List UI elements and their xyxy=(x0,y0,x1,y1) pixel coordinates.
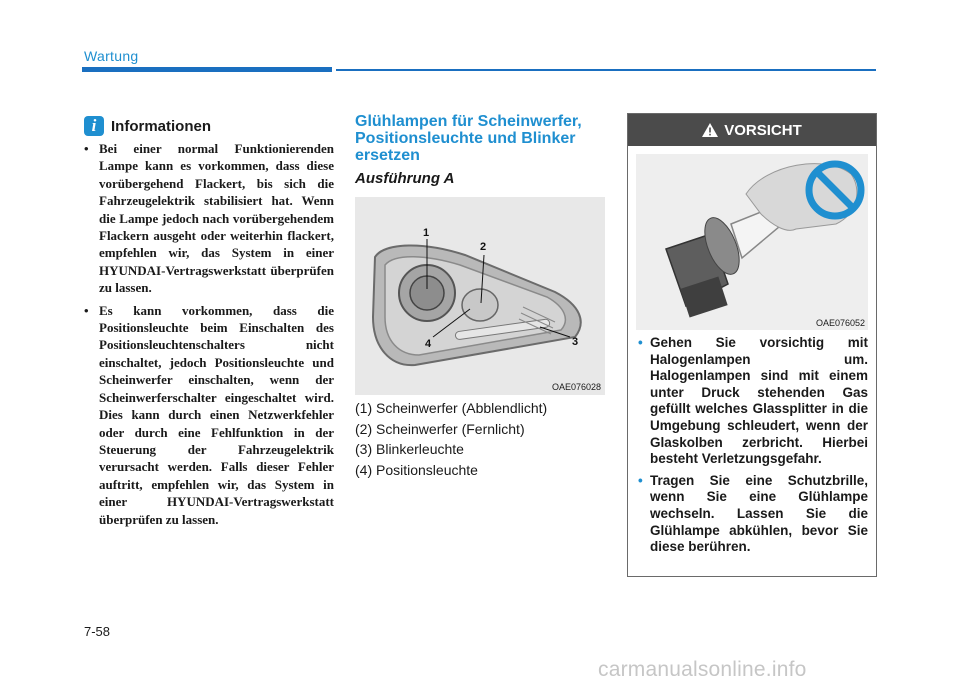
photo-code: OAE076052 xyxy=(815,318,865,328)
info-item: • Bei einer normal Funktionierenden Lampe kann es vorkommen, dass diese vorübergehend Flackert, bis sich die Fahrzeugelektrik stabilisiert hat. Wenn die Lampe jedoch nach vorübergehendem Flackern ausgeht oder weiterhin flackert, empfehlen wir, das System in einer HYUNDAI-Vertragswerkstatt überprüfen zu lassen. xyxy=(84,140,334,297)
parts-list xyxy=(355,398,547,480)
page-number: 7-58 xyxy=(84,624,111,639)
headlamp-illustration xyxy=(355,197,605,395)
section-title: Glühlampen für Scheinwerfer, Positionsleuchte und Blinker ersetzen xyxy=(355,113,582,164)
callout-2: 2 xyxy=(480,241,487,253)
caution-header xyxy=(628,114,876,146)
headlamp-figure xyxy=(355,197,605,395)
watermark: carmanualsonline.info xyxy=(598,658,807,681)
caution-list xyxy=(638,335,868,561)
section-label: Wartung xyxy=(84,48,139,64)
section-subtitle: Ausführung A xyxy=(355,170,455,187)
callout-1: 1 xyxy=(423,227,430,239)
header-rule-thick xyxy=(82,67,332,72)
callout-4: 4 xyxy=(425,338,432,350)
part-item: (1) Scheinwerfer (Abblendlicht) xyxy=(355,400,548,416)
part-item: (2) Scheinwerfer (Fernlicht) xyxy=(355,420,525,437)
figure-code: OAE076028 xyxy=(551,382,601,392)
caution-item: • Tragen Sie eine Schutzbrille, wenn Sie eine Glühlampe wechseln. Lassen Sie die Glühlampe abkühlen, bevor Sie diese berühren. xyxy=(638,473,868,556)
caution-box xyxy=(627,113,877,577)
high-beam-reflector xyxy=(462,289,498,321)
info-list xyxy=(84,140,334,533)
callout-3: 3 xyxy=(572,336,579,348)
header-rule-thin xyxy=(336,69,876,71)
caution-photo xyxy=(636,154,868,330)
caution-item: • Gehen Sie vorsichtig mit Halogenlampen um. Halogenlampen sind mit einem unter Druck stehenden Gas gefüllt welches Glassplitter in die Umgebung schleudert, wenn der Glaskolben zerbricht. Hierbei besteht Verletzungsgefahr. xyxy=(638,335,868,468)
halogen-bulb-illustration xyxy=(636,154,868,330)
info-item: • Es kann vorkommen, dass die Positionsleuchte beim Einschalten des Positionsleuchtenschalters nicht einschaltet, jedoch Positionsleuchte und Scheinwerfer einschalten, wenn der Scheinwerferschalter eingeschaltet wird. Dies kann durch einen Netzwerkfehler oder durch eine Fehlfunktion in der Steuerung der Fahrzeugelektrik verursacht werden. Falls dieser Fehler auftritt, empfehlen wir, das System in einer HYUNDAI-Vertragswerkstatt überprüfen zu lassen. xyxy=(84,302,334,528)
info-icon: i xyxy=(84,116,104,136)
info-heading xyxy=(84,116,211,136)
part-item: (4) Positionsleuchte xyxy=(355,461,478,478)
warning-triangle-icon xyxy=(702,123,718,137)
info-title: Informationen xyxy=(111,117,211,135)
caution-label: VORSICHT xyxy=(724,121,802,139)
part-item: (3) Blinkerleuchte xyxy=(355,441,464,457)
